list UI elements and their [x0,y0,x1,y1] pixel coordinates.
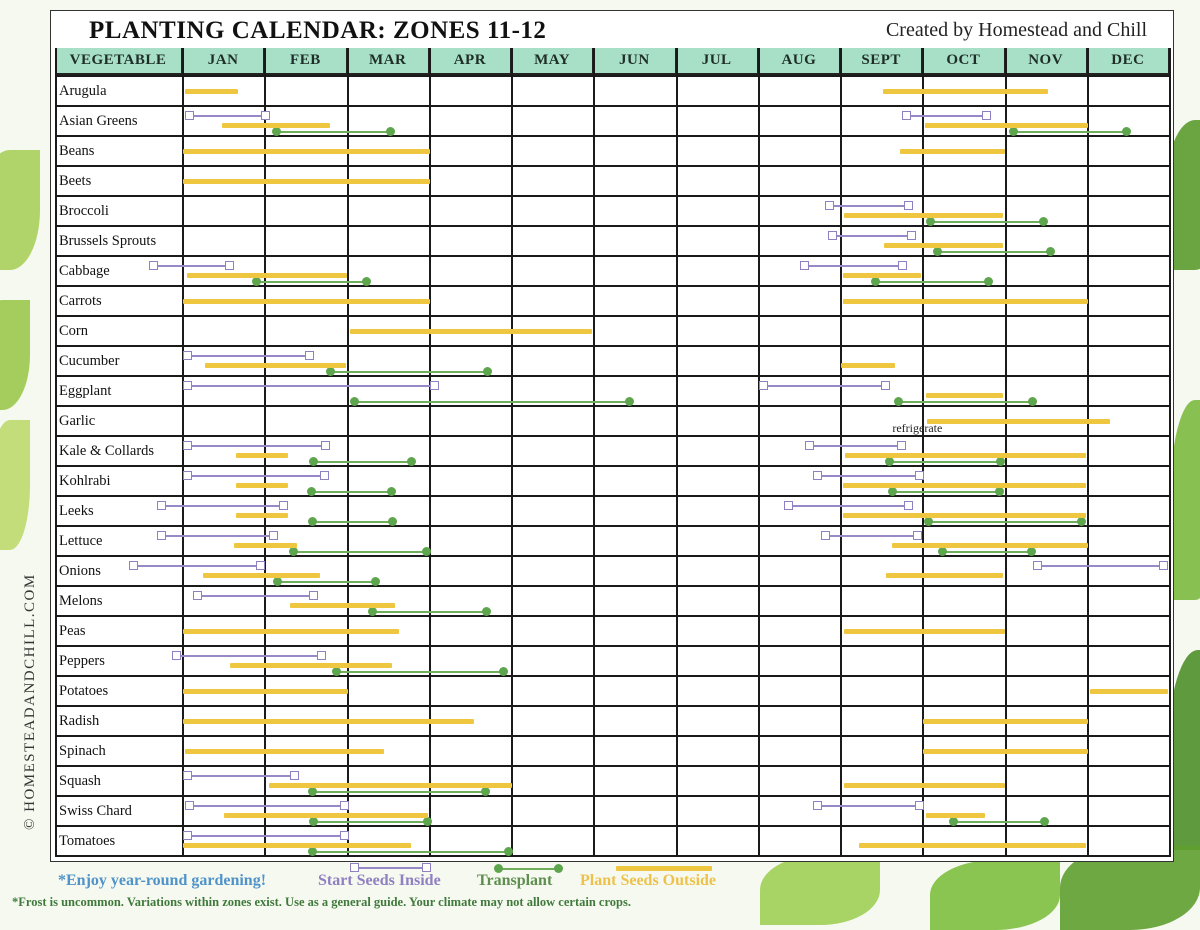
start-inside-marker [759,381,768,390]
start-inside-marker [256,561,265,570]
row-divider [55,75,1170,77]
start-inside-marker [907,231,916,240]
watermark: © HOMESTEADANDCHILL.COM [22,573,38,830]
transplant-line [875,281,989,283]
plant-outside-bar [927,419,1110,424]
start-inside-marker [172,651,181,660]
plant-outside-bar [844,629,1005,634]
row-divider [55,525,1170,527]
plant-outside-bar [205,363,346,368]
col-divider [429,48,431,857]
transplant-marker [1009,127,1018,136]
start-inside-marker [269,531,278,540]
transplant-marker [422,547,431,556]
start-inside-marker [183,441,192,450]
vegetable-label: Onions [59,563,101,579]
legend-tagline: *Enjoy year-round gardening! [58,872,267,889]
start-inside-marker [904,201,913,210]
vegetable-label: Leeks [59,503,94,519]
row-divider [55,285,1170,287]
transplant-marker [272,127,281,136]
transplant-marker [1046,247,1055,256]
column-header-dec: DEC [1088,48,1170,75]
column-header-sept: SEPT [841,48,923,75]
vegetable-label: Arugula [59,83,107,99]
start-inside-line [817,805,919,807]
start-inside-line [825,535,916,537]
col-divider [840,48,842,857]
start-inside-marker [183,381,192,390]
transplant-marker [371,577,380,586]
start-inside-marker [915,471,924,480]
column-header-aug: AUG [759,48,841,75]
plant-outside-bar [183,719,474,724]
transplant-line [330,371,487,373]
row-divider [55,225,1170,227]
plant-outside-bar [183,179,430,184]
transplant-marker [996,457,1005,466]
transplant-line [311,491,391,493]
vegetable-label: Beans [59,143,95,159]
start-inside-line [161,535,273,537]
transplant-line [256,281,365,283]
row-divider [55,165,1170,167]
start-inside-marker [897,441,906,450]
start-inside-marker [800,261,809,270]
start-inside-marker [784,501,793,510]
vegetable-label: Potatoes [59,683,109,699]
vegetable-label: Squash [59,773,101,789]
vegetable-label: Kohlrabi [59,473,111,489]
start-inside-line [832,235,911,237]
column-header-oct: OCT [923,48,1005,75]
transplant-line [313,461,411,463]
start-inside-marker [825,201,834,210]
transplant-line [312,851,508,853]
plant-outside-bar [900,149,1005,154]
plant-outside-bar [892,543,1088,548]
transplant-marker [350,397,359,406]
start-inside-line [189,115,265,117]
start-inside-line [187,385,434,387]
start-inside-marker [183,471,192,480]
row-divider [55,555,1170,557]
plant-outside-bar [926,813,985,818]
plant-outside-bar [183,299,430,304]
start-inside-marker [881,381,890,390]
start-inside-line [189,805,344,807]
col-divider [676,48,678,857]
start-inside-line [187,475,324,477]
start-inside-marker [430,381,439,390]
transplant-marker [871,277,880,286]
row-divider [55,495,1170,497]
start-inside-line [176,655,322,657]
start-inside-marker [1159,561,1168,570]
start-inside-line [829,205,908,207]
credit-text: Created by Homestead and Chill [885,19,1147,41]
row-divider [55,765,1170,767]
column-header-apr: APR [430,48,512,75]
column-header-nov: NOV [1006,48,1088,75]
leaf-decoration [930,860,1060,930]
plant-outside-bar [841,363,895,368]
start-inside-marker [898,261,907,270]
column-header-feb: FEB [265,48,347,75]
plant-outside-bar [843,483,1086,488]
transplant-line [277,581,375,583]
plant-outside-bar [224,813,428,818]
vegetable-label: Broccoli [59,203,109,219]
row-divider [55,135,1170,137]
start-inside-line [197,595,313,597]
plant-outside-bar [883,89,1048,94]
start-inside-marker [193,591,202,600]
plant-outside-bar [350,329,592,334]
vegetable-label: Melons [59,593,103,609]
row-divider [55,345,1170,347]
col-divider [593,48,595,857]
start-inside-marker [821,531,830,540]
start-inside-marker [185,111,194,120]
plant-outside-bar [236,513,289,518]
row-divider [55,585,1170,587]
transplant-marker [407,457,416,466]
plant-outside-bar [884,243,1003,248]
row-divider [55,825,1170,827]
start-inside-marker [225,261,234,270]
plant-outside-bar [923,719,1088,724]
page-title: PLANTING CALENDAR: ZONES 11-12 [89,17,547,44]
vegetable-label: Cucumber [59,353,120,369]
start-inside-marker [183,831,192,840]
start-inside-line [187,355,309,357]
row-divider [55,255,1170,257]
plant-outside-bar [236,483,289,488]
transplant-marker [1027,547,1036,556]
start-inside-marker [320,471,329,480]
transplant-line [942,551,1031,553]
legend-start-inside-swatch [350,864,430,872]
transplant-marker [995,487,1004,496]
transplant-line [276,131,390,133]
start-inside-marker [183,771,192,780]
plant-outside-bar [203,573,321,578]
start-inside-marker [157,531,166,540]
plant-outside-bar [923,749,1088,754]
vegetable-label: Lettuce [59,533,103,549]
plant-outside-bar [845,453,1086,458]
col-divider [758,48,760,857]
col-divider [1169,48,1171,857]
leaf-decoration [0,150,40,270]
transplant-marker [332,667,341,676]
plant-outside-bar [843,513,1086,518]
column-header-may: MAY [512,48,594,75]
vegetable-label: Cabbage [59,263,110,279]
transplant-line [354,401,629,403]
row-divider [55,105,1170,107]
start-inside-line [153,265,229,267]
start-inside-marker [321,441,330,450]
plant-outside-bar [1090,689,1168,694]
vegetable-label: Asian Greens [59,113,138,129]
row-divider [55,405,1170,407]
plant-outside-bar [236,453,289,458]
col-divider [182,48,184,857]
start-inside-line [763,385,885,387]
transplant-marker [894,397,903,406]
transplant-marker [309,817,318,826]
start-inside-marker [1033,561,1042,570]
row-divider [55,435,1170,437]
plant-outside-bar [925,123,1088,128]
start-inside-marker [340,831,349,840]
row-divider [55,735,1170,737]
refrigerate-note: refrigerate [892,421,943,435]
transplant-line [928,521,1081,523]
start-inside-marker [305,351,314,360]
row-divider [55,375,1170,377]
row-divider [55,855,1170,857]
start-inside-marker [828,231,837,240]
start-inside-marker [261,111,270,120]
start-inside-marker [183,351,192,360]
plant-outside-bar [859,843,1086,848]
plant-outside-bar [886,573,1003,578]
start-inside-line [809,445,901,447]
column-header-jan: JAN [183,48,265,75]
transplant-line [892,491,999,493]
vegetable-label: Brussels Sprouts [59,233,157,249]
transplant-line [930,221,1044,223]
plant-outside-bar [183,149,430,154]
transplant-marker [625,397,634,406]
transplant-line [953,821,1044,823]
start-inside-marker [309,591,318,600]
start-inside-line [161,505,284,507]
transplant-marker [482,607,491,616]
column-header-jul: JUL [677,48,759,75]
plant-outside-bar [843,299,1088,304]
row-divider [55,705,1170,707]
vegetable-label: Beets [59,173,92,189]
row-divider [55,645,1170,647]
plant-outside-bar [183,843,411,848]
start-inside-marker [340,801,349,810]
transplant-line [312,521,392,523]
vegetable-label: Corn [59,323,88,339]
transplant-marker [888,487,897,496]
plant-outside-bar [926,393,1003,398]
row-divider [55,795,1170,797]
vegetable-label: Peppers [59,653,105,669]
start-inside-marker [813,471,822,480]
plant-outside-bar [290,603,395,608]
start-inside-marker [317,651,326,660]
plant-outside-bar [183,689,348,694]
leaf-decoration [1170,400,1200,600]
start-inside-marker [185,801,194,810]
start-inside-line [187,775,294,777]
transplant-marker [309,457,318,466]
start-inside-marker [902,111,911,120]
plant-outside-bar [185,749,384,754]
transplant-line [889,461,1000,463]
plant-outside-bar [844,213,1003,218]
col-divider [55,48,57,857]
legend-plant-outside-swatch [616,866,712,871]
leaf-decoration [0,300,30,410]
start-inside-marker [279,501,288,510]
transplant-marker [885,457,894,466]
transplant-line [336,671,503,673]
start-inside-marker [129,561,138,570]
transplant-marker [926,217,935,226]
vegetable-label: Tomatoes [59,833,116,849]
plant-outside-bar [183,629,399,634]
plant-outside-bar [234,543,297,548]
transplant-line [372,611,486,613]
plant-outside-bar [844,783,1005,788]
transplant-marker [949,817,958,826]
start-inside-marker [149,261,158,270]
row-divider [55,675,1170,677]
start-inside-marker [813,801,822,810]
transplant-marker [388,517,397,526]
transplant-line [313,821,427,823]
start-inside-line [804,265,902,267]
plant-outside-bar [843,273,921,278]
column-header-jun: JUN [594,48,676,75]
transplant-marker [499,667,508,676]
footnote: *Frost is uncommon. Variations within zones exist. Use as a general guide. Your climate may not allow certain crops. [12,895,631,909]
leaf-decoration [0,420,30,550]
transplant-marker [387,487,396,496]
legend-start-inside: Start Seeds Inside [318,872,441,889]
transplant-marker [273,577,282,586]
plant-outside-bar [185,89,238,94]
column-header-vegetable: VEGETABLE [55,48,183,75]
column-header-mar: MAR [348,48,430,75]
transplant-line [312,791,485,793]
planting-grid [55,48,1170,857]
vegetable-label: Carrots [59,293,102,309]
start-inside-line [788,505,907,507]
legend-plant-outside: Plant Seeds Outside [580,872,717,889]
transplant-line [1013,131,1127,133]
row-divider [55,315,1170,317]
plant-outside-bar [269,783,512,788]
plant-outside-bar [187,273,347,278]
start-inside-line [187,445,325,447]
start-inside-marker [290,771,299,780]
vegetable-label: Radish [59,713,100,729]
vegetable-label: Garlic [59,413,96,429]
leaf-decoration [760,855,880,925]
vegetable-label: Kale & Collards [59,443,155,459]
transplant-line [898,401,1032,403]
transplant-line [937,251,1050,253]
start-inside-line [1037,565,1163,567]
plant-outside-bar [222,123,331,128]
transplant-marker [1028,397,1037,406]
start-inside-line [906,115,986,117]
plant-outside-bar [230,663,392,668]
start-inside-marker [157,501,166,510]
start-inside-line [187,835,344,837]
vegetable-label: Eggplant [59,383,112,399]
start-inside-marker [805,441,814,450]
col-divider [511,48,513,857]
row-divider [55,615,1170,617]
transplant-marker [362,277,371,286]
vegetable-label: Peas [59,623,86,639]
transplant-marker [504,847,513,856]
start-inside-marker [982,111,991,120]
vegetable-label: Spinach [59,743,106,759]
legend-transplant: Transplant [477,872,553,889]
start-inside-marker [913,531,922,540]
start-inside-line [133,565,260,567]
start-inside-marker [915,801,924,810]
vegetable-label: Swiss Chard [59,803,132,819]
transplant-marker [481,787,490,796]
transplant-line [293,551,425,553]
col-divider [347,48,349,857]
row-divider [55,195,1170,197]
start-inside-marker [904,501,913,510]
col-divider [1087,48,1089,857]
start-inside-line [817,475,919,477]
